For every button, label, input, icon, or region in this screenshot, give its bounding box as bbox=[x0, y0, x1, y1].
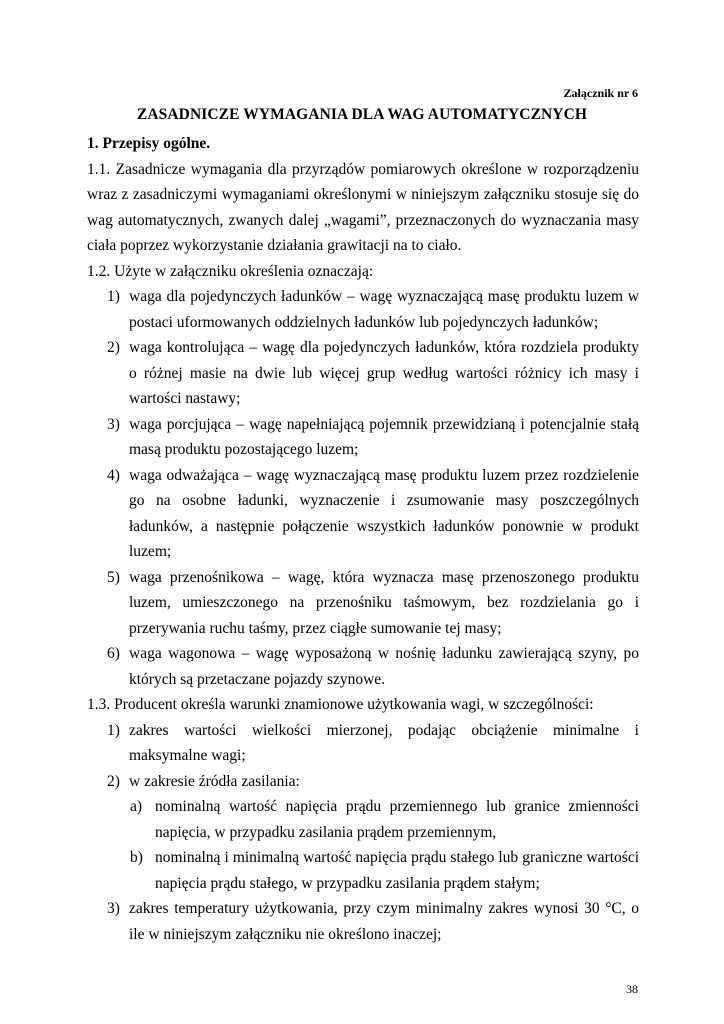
list-item bbox=[87, 718, 639, 769]
sub-list-item-text: nominalną i minimalną wartość napięcia prądu stałego lub graniczne wartości napięcia prądu stałego, w przypadku zasilania prądem stałym; bbox=[155, 849, 639, 892]
list-item-number: 3) bbox=[107, 900, 120, 917]
paragraph-1-1: 1.1. Zasadnicze wymagania dla przyrządów pomiarowych określone w rozporządzeniu wraz z zasadniczymi wymaganiami określonymi w niniejszym załączniku stosuje się do wag automatycznych, zwanych dalej „wagami”, przeznaczonych do wyznaczania masy ciała poprzez wykorzystanie działania grawitacji na to ciało. bbox=[87, 160, 639, 254]
conditions-list bbox=[87, 718, 639, 948]
list-item-number: 2) bbox=[107, 339, 120, 356]
paragraph-1-2: 1.2. Użyte w załączniku określenia oznaczają: bbox=[87, 262, 374, 280]
list-item-text: waga odważająca – wagę wyznaczającą masę produktu luzem przez rozdzielenie go na osobne ładunki, wyznaczenie i zsumowanie masy poszczególnych ładunków, a następnie połączenie wszystkich ładunków ponownie w produkt luzem; bbox=[129, 466, 639, 560]
list-item-number: 4) bbox=[107, 466, 120, 484]
annex-label: Załącznik nr 6 bbox=[563, 86, 638, 100]
section-heading: 1. Przepisy ogólne. bbox=[87, 135, 211, 152]
list-item bbox=[87, 641, 639, 692]
list-item bbox=[87, 412, 639, 463]
list-item-text: w zakresie źródła zasilania: bbox=[129, 772, 300, 790]
list-item-number: 5) bbox=[107, 568, 120, 586]
definitions-list bbox=[87, 284, 639, 692]
list-item-text: zakres temperatury użytkowania, przy czym minimalny zakres wynosi 30 °C, o ile w niniejszym załączniku nie określono inaczej; bbox=[129, 900, 639, 943]
page-number: 38 bbox=[626, 982, 638, 996]
list-item-number: 1) bbox=[107, 721, 120, 739]
list-item-number: 3) bbox=[107, 415, 120, 433]
list-item bbox=[87, 769, 639, 795]
document-body bbox=[87, 131, 639, 947]
sub-list-item-text: nominalną wartość napięcia prądu przemiennego lub granice zmienności napięcia, w przypadku zasilania prądem przemiennym, bbox=[155, 798, 639, 841]
list-item-text: waga kontrolująca – wagę dla pojedynczych ładunków, która rozdziela produkty o różnej masie na dwie lub więcej grup według wartości różnicy ich masy i wartości nastawy; bbox=[129, 339, 639, 407]
list-item-number: 2) bbox=[107, 772, 120, 790]
list-item bbox=[87, 335, 639, 412]
list-item-text: waga wagonowa – wagę wyposażoną w nośnię ładunku zawierającą szyny, po których są przetaczane pojazdy szynowe. bbox=[129, 645, 639, 688]
list-item-number: 1) bbox=[107, 288, 120, 305]
paragraph-1-3: 1.3. Producent określa warunki znamionowe użytkowania wagi, w szczególności: bbox=[87, 696, 594, 713]
document-title: ZASADNICZE WYMAGANIA DLA WAG AUTOMATYCZNYCH bbox=[136, 106, 588, 123]
list-item-text: waga dla pojedynczych ładunków – wagę wyznaczającą masę produktu luzem w postaci uformowanych oddzielnych ładunków lub pojedynczych ładunków; bbox=[129, 288, 639, 331]
list-item bbox=[87, 463, 639, 565]
list-item-number: 6) bbox=[107, 645, 120, 662]
list-item bbox=[87, 284, 639, 335]
sub-list-item bbox=[87, 794, 639, 845]
sub-list-item bbox=[87, 845, 639, 896]
sub-list-item-letter: b) bbox=[130, 849, 143, 866]
list-item-text: waga przenośnikowa – wagę, która wyznacza masę przenoszonego produktu luzem, umieszczonego na przenośniku taśmowym, bez rozdzielania go i przerywania ruchu taśmy, przez ciągłe sumowanie tej masy; bbox=[129, 568, 639, 637]
list-item-text: zakres wartości wielkości mierzonej, podając obciążenie minimalne i maksymalne wagi; bbox=[129, 721, 639, 764]
list-item bbox=[87, 896, 639, 947]
list-item bbox=[87, 565, 639, 642]
list-item-text: waga porcjująca – wagę napełniającą pojemnik przewidzianą i potencjalnie stałą masą produktu pozostającego luzem; bbox=[129, 415, 639, 458]
sub-list-item-letter: a) bbox=[130, 798, 143, 815]
